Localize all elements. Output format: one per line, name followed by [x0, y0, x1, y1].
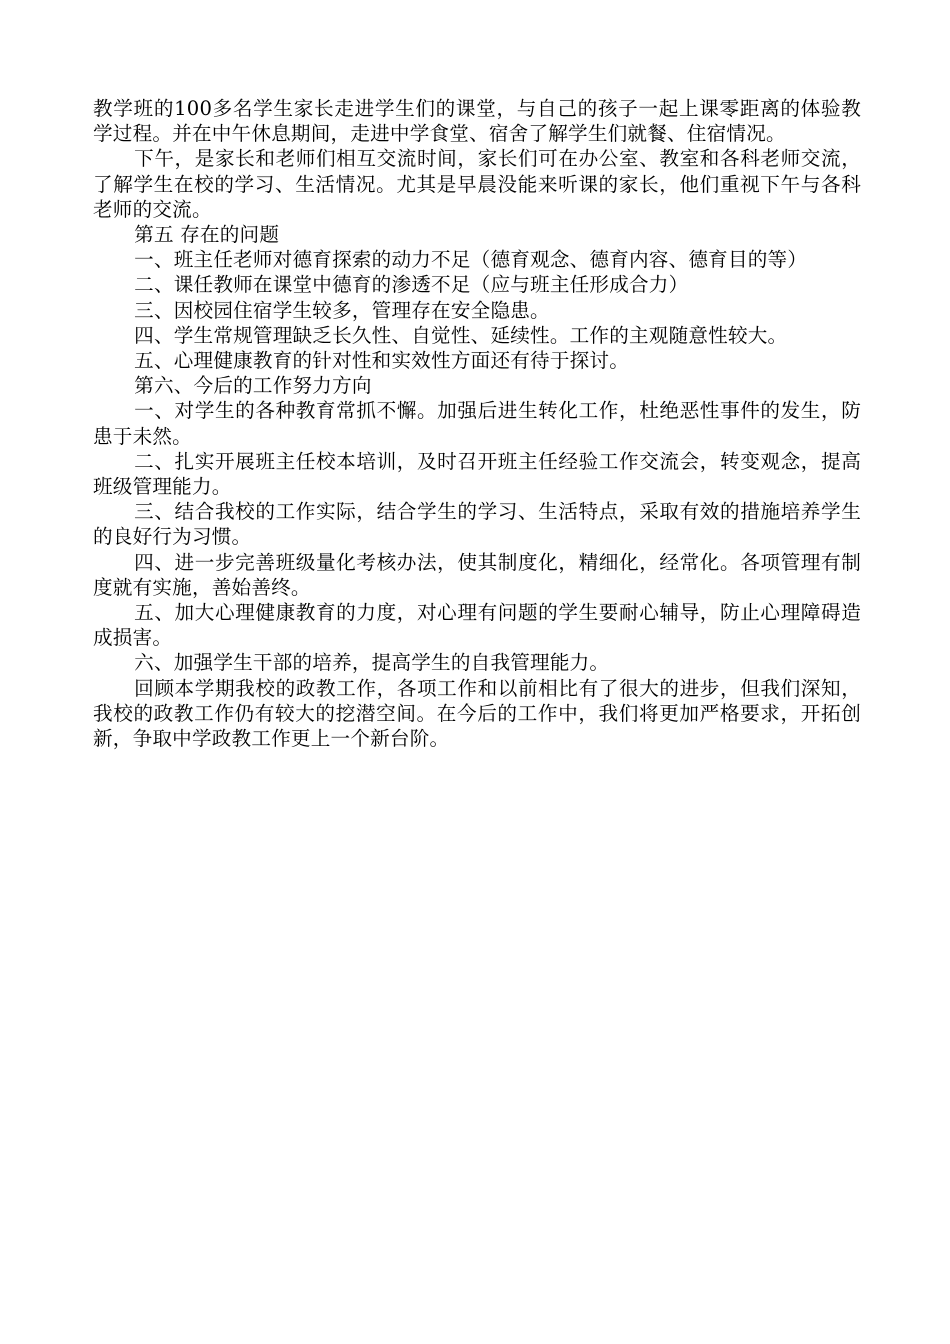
paragraph-parents-visit: 教学班的100多名学生家长走进学生们的课堂，与自己的孩子一起上课零距离的体验教学过程。并在中午休息期间，走进中学食堂、宿舍了解学生们就餐、住宿情况。: [93, 97, 861, 146]
direction-item-5: 五、加大心理健康教育的力度，对心理有问题的学生要耐心辅导，防止心理障碍造成损害。: [93, 601, 861, 650]
section-heading-future-direction: 第六、今后的工作努力方向: [134, 374, 372, 398]
section-heading-problems: 第五 存在的问题: [134, 223, 280, 247]
paragraph-afternoon-exchange: 下午，是家长和老师们相互交流时间，家长们可在办公室、教室和各科老师交流，了解学生在校的学习、生活情况。尤其是早晨没能来听课的家长，他们重视下午与各科老师的交流。: [93, 147, 861, 221]
direction-item-3: 三、结合我校的工作实际，结合学生的学习、生活特点，采取有效的措施培养学生的良好行为习惯。: [93, 500, 861, 549]
direction-item-4: 四、进一步完善班级量化考核办法，使其制度化，精细化，经常化。各项管理有制度就有实施，善始善终。: [93, 550, 861, 599]
problem-item-4: 四、学生常规管理缺乏长久性、自觉性、延续性。工作的主观随意性较大。: [134, 323, 788, 347]
paragraph-conclusion: 回顾本学期我校的政教工作，各项工作和以前相比有了很大的进步，但我们深知，我校的政教工作仍有较大的挖潜空间。在今后的工作中，我们将更加严格要求，开拓创新，争取中学政教工作更上一个新台阶。: [93, 676, 861, 751]
direction-item-2: 二、扎实开展班主任校本培训，及时召开班主任经验工作交流会，转变观念，提高班级管理能力。: [93, 449, 861, 499]
direction-item-1: 一、对学生的各种教育常抓不懈。加强后进生转化工作，杜绝恶性事件的发生，防患于未然。: [93, 399, 861, 448]
direction-item-6: 六、加强学生干部的培养，提高学生的自我管理能力。: [134, 651, 610, 675]
document-body: [93, 96, 861, 751]
problem-item-3: 三、因校园住宿学生较多，管理存在安全隐患。: [134, 298, 550, 322]
problem-item-5: 五、心理健康教育的针对性和实效性方面还有待于探讨。: [134, 349, 629, 373]
problem-item-1: 一、班主任老师对德育探索的动力不足（德育观念、德育内容、德育目的等）: [134, 248, 808, 272]
problem-item-2: 二、课任教师在课堂中德育的渗透不足（应与班主任形成合力）: [134, 273, 689, 297]
